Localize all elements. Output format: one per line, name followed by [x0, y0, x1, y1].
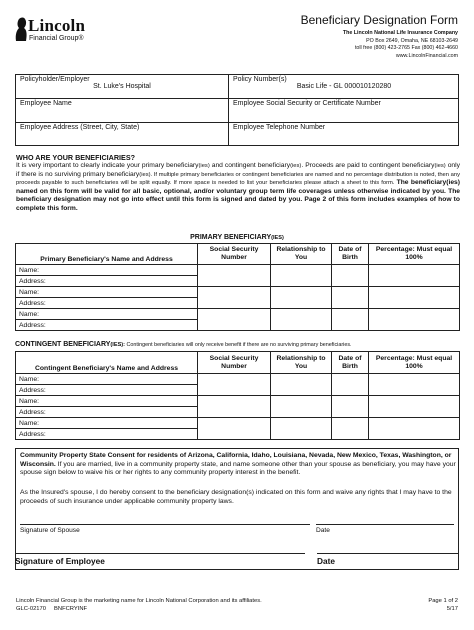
policy-numbers-field[interactable]	[229, 75, 459, 98]
contingent-col-ssn: Social Security Number	[198, 352, 271, 374]
logo-name: Lincoln	[28, 16, 86, 35]
name-input[interactable]	[40, 374, 198, 385]
address-label: Address:	[16, 298, 40, 309]
dob-input[interactable]	[332, 265, 369, 287]
ssn-input[interactable]	[198, 396, 271, 418]
policy-numbers-label: Policy Number(s)	[233, 76, 287, 83]
name-input[interactable]	[40, 287, 198, 298]
footer-left	[16, 598, 262, 613]
address-input[interactable]	[40, 429, 198, 440]
percentage-input[interactable]	[369, 309, 460, 331]
employee-ssn-field[interactable]	[229, 99, 459, 122]
logo-subtitle: Financial Group®	[29, 35, 84, 42]
primary-col-dob: Date of Birth	[332, 244, 369, 265]
lincoln-logo	[14, 16, 104, 48]
address-label: Address:	[16, 276, 40, 287]
company-name: The Lincoln National Life Insurance Company	[342, 30, 458, 36]
consent-intro: Community Property State Consent for residents of Arizona, California, Idaho, Louisiana, Nevada, New Mexico, Texas, Washington, or Wisconsin. If you are married, live in a community property state, and name someone other than your spouse as beneficiary, you may have your spouse sign below to waive his or her rights to any community property interest in the benefit.	[20, 452, 456, 477]
ssn-input[interactable]	[198, 265, 271, 287]
employee-date-line[interactable]	[317, 553, 459, 554]
employee-address-label: Employee Address (Street, City, State)	[20, 124, 140, 131]
name-label: Name:	[16, 396, 40, 407]
contingent-col-relationship: Relationship to You	[271, 352, 332, 374]
address-input[interactable]	[40, 298, 198, 309]
spouse-date-line[interactable]	[316, 524, 454, 525]
dob-input[interactable]	[332, 374, 369, 396]
name-input[interactable]	[40, 265, 198, 276]
beneficiaries-instructions: It is very important to clearly indicate your primary beneficiary(ies) and contingent beneficiary(ies). Proceeds are paid to contingent beneficiary(ies) only if there is no surviving primary beneficiary(ies). If multiple primary beneficiaries or contingent beneficiaries are named and no percentage distribution is noted, then any proceeds payable to such beneficiaries will be split equally. If more space is needed to list your beneficiaries please attach a sheet to this form. The beneficiary(ies) named on this form will be valid for all basic, optional, and/or voluntary group term life coverages unless otherwise indicated by you. The beneficiary designation may not go into effect until this form is signed and dated by you. Page 2 of this form includes examples of how to complete this form.	[16, 162, 460, 212]
footer-page-number: Page 1 of 2	[428, 598, 458, 604]
form-title: Beneficiary Designation Form	[300, 13, 458, 27]
percentage-input[interactable]	[369, 418, 460, 440]
name-input[interactable]	[40, 309, 198, 320]
primary-beneficiary-table	[15, 243, 460, 331]
name-input[interactable]	[40, 396, 198, 407]
name-label: Name:	[16, 309, 40, 320]
employee-phone-label: Employee Telephone Number	[233, 124, 326, 131]
relationship-input[interactable]	[271, 265, 332, 287]
address-label: Address:	[16, 385, 40, 396]
contingent-col-name: Contingent Beneficiary's Name and Address	[16, 352, 198, 374]
relationship-input[interactable]	[271, 309, 332, 331]
name-label: Name:	[16, 418, 40, 429]
consent-statement: As the Insured's spouse, I do hereby consent to the beneficiary designation(s) indicated on this form and waive any rights that I may have to the proceeds of such insurance under applicable community property laws.	[20, 489, 452, 505]
employee-signature-label: Signature of Employee	[15, 556, 105, 566]
percentage-input[interactable]	[369, 396, 460, 418]
community-property-consent-box	[15, 448, 459, 570]
policyholder-value: St. Luke's Hospital	[93, 83, 151, 90]
address-input[interactable]	[40, 407, 198, 418]
policyholder-field[interactable]	[16, 75, 228, 98]
employee-signature-line[interactable]	[15, 553, 305, 554]
table-row	[16, 396, 460, 407]
primary-col-percentage: Percentage: Must equal 100%	[369, 244, 460, 265]
employee-name-label: Employee Name	[20, 100, 72, 107]
company-website: www.LincolnFinancial.com	[395, 52, 458, 59]
footer-date: 5/17	[446, 605, 458, 612]
primary-table-caption: PRIMARY BENEFICIARY(IES)	[190, 234, 284, 241]
footer-marketing: Lincoln Financial Group is the marketing name for Lincoln National Corporation and its affiliates.	[16, 598, 262, 604]
address-label: Address:	[16, 320, 40, 331]
table-row	[16, 374, 460, 385]
primary-col-ssn: Social Security Number	[198, 244, 271, 265]
dob-input[interactable]	[332, 396, 369, 418]
table-row	[16, 287, 460, 298]
dob-input[interactable]	[332, 309, 369, 331]
company-phone-fax: toll free (800) 423-2765 Fax (800) 462-4660	[354, 45, 458, 52]
contingent-col-dob: Date of Birth	[332, 352, 369, 374]
table-row	[16, 418, 460, 429]
ssn-input[interactable]	[198, 374, 271, 396]
primary-col-name: Primary Beneficiary's Name and Address	[16, 244, 198, 265]
percentage-input[interactable]	[369, 374, 460, 396]
percentage-input[interactable]	[369, 265, 460, 287]
address-input[interactable]	[40, 385, 198, 396]
employee-phone-field[interactable]	[229, 123, 459, 146]
policy-numbers-value: Basic Life - GL 000010120280	[296, 83, 392, 90]
contingent-col-percentage: Percentage: Must equal 100%	[369, 352, 460, 374]
address-label: Address:	[16, 407, 40, 418]
beneficiaries-heading: WHO ARE YOUR BENEFICIARIES?	[16, 153, 136, 162]
lincoln-portrait-icon	[14, 16, 28, 42]
contingent-beneficiary-table	[15, 351, 460, 440]
dob-input[interactable]	[332, 418, 369, 440]
name-input[interactable]	[40, 418, 198, 429]
name-label: Name:	[16, 374, 40, 385]
relationship-input[interactable]	[271, 396, 332, 418]
address-input[interactable]	[40, 276, 198, 287]
ssn-input[interactable]	[198, 418, 271, 440]
percentage-input[interactable]	[369, 287, 460, 309]
employee-info-grid	[15, 74, 459, 146]
spouse-signature-line[interactable]	[20, 524, 310, 525]
table-row	[16, 265, 460, 276]
employee-ssn-label: Employee Social Security or Certificate Number	[233, 100, 381, 107]
relationship-input[interactable]	[271, 287, 332, 309]
employee-date-label: Date	[317, 556, 335, 566]
footer-form-codes: GLC-02170 BNFCRYINF	[16, 605, 88, 612]
name-label: Name:	[16, 287, 40, 298]
employee-name-field[interactable]	[16, 99, 228, 122]
relationship-input[interactable]	[271, 418, 332, 440]
ssn-input[interactable]	[198, 287, 271, 309]
ssn-input[interactable]	[198, 309, 271, 331]
relationship-input[interactable]	[271, 374, 332, 396]
table-row	[16, 309, 460, 320]
address-label: Address:	[16, 429, 40, 440]
footer-right	[428, 598, 458, 613]
name-label: Name:	[16, 265, 40, 276]
spouse-signature-label: Signature of Spouse	[20, 527, 80, 534]
address-input[interactable]	[40, 320, 198, 331]
employee-address-field[interactable]	[16, 123, 228, 146]
company-address: PO Box 2649, Omaha, NE 68103-2649	[366, 37, 458, 44]
primary-col-relationship: Relationship to You	[271, 244, 332, 265]
contingent-table-caption: CONTINGENT BENEFICIARY(IES): Contingent beneficiaries will only receive benefit if there are no surviving primary beneficiaries.	[15, 341, 352, 348]
dob-input[interactable]	[332, 287, 369, 309]
spouse-date-label: Date	[316, 527, 330, 534]
policyholder-label: Policyholder/Employer	[20, 76, 90, 83]
company-address-block	[343, 30, 458, 60]
